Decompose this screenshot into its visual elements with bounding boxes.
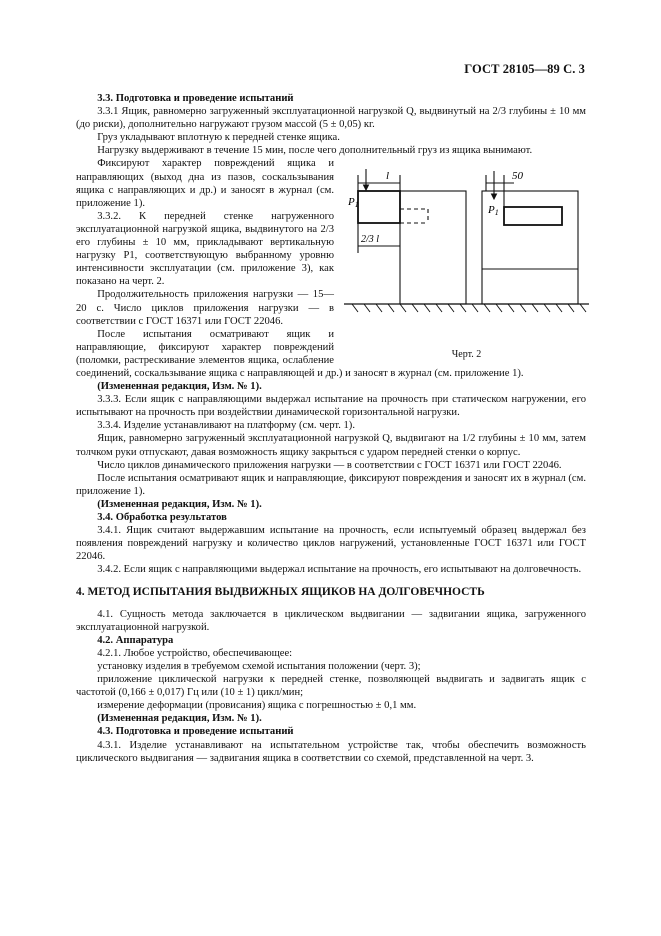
sections-3-3-to-4-3 — [76, 380, 586, 765]
section-heading: 4. МЕТОД ИСПЫТАНИЯ ВЫДВИЖНЫХ ЯЩИКОВ НА ДОЛГОВЕЧНОСТЬ — [76, 586, 485, 599]
subsection-heading: (Измененная редакция, Изм. № 1). — [97, 498, 262, 510]
subsection-heading: 4.3. Подготовка и проведение испытаний — [97, 726, 294, 738]
paragraph: После испытания осматривают ящик и направляющие, фиксируют повреждения и заносят их в журнал (см. приложение 1). — [76, 472, 586, 497]
label-l: l — [386, 170, 390, 183]
page-header: ГОСТ 28105—89 С. 3 — [464, 62, 585, 76]
figure-2 — [344, 161, 589, 361]
paragraph: 4.1. Сущность метода заключается в циклическом выдвигании — задвигании ящика, загруженного эксплуатационной нагрузкой. — [76, 608, 586, 633]
figure-2-caption: Черт. 2 — [451, 349, 482, 361]
subsection-heading: 3.4. Обработка результатов — [97, 512, 227, 523]
label-p1-left: P1 — [348, 196, 359, 210]
figure-wrap — [76, 157, 586, 380]
paragraph: 4.2.1. Любое устройство, обеспечивающее: — [97, 647, 293, 659]
floor-hatching — [352, 304, 586, 312]
paragraph: 3.4.2. Если ящик с направляющими выдержал испытание на прочность, его испытывают на долговечность. — [97, 564, 582, 576]
figure-2-drawing — [344, 161, 589, 346]
left-cabinet — [344, 175, 589, 304]
label-p1-right: P1 — [488, 204, 499, 218]
paragraph: измерение деформации (провисания) ящика с погрешностью ± 0,1 мм. — [97, 700, 417, 712]
subsection-heading: (Измененная редакция, Изм. № 1). — [97, 381, 262, 393]
label-50: 50 — [512, 170, 523, 183]
right-cabinet — [482, 175, 578, 304]
paragraph: Ящик, равномерно загруженный эксплуатационной нагрузкой Q, выдвигают на 1/2 глубины ± 10 мм, затем толчком руки отпускают, давая возможность ящику закрыться с ударом передней стенки о корпус. — [76, 433, 586, 458]
paragraph: Фиксируют характер повреждений ящика и направляющих (выход дна из пазов, соскальзывания ящика с направляющих и др.) и заносят в журнал (см. приложение 1). — [76, 158, 334, 209]
subsection-heading: (Измененная редакция, Изм. № 1). — [97, 713, 262, 725]
paragraph: 3.4.1. Ящик считают выдержавшим испытание на прочность, если испытуемый образец выдержал без появления повреждений нагрузку и количество циклов нагружений, установленные ГОСТ 16371 или ГОСТ 22046. — [76, 525, 586, 563]
paragraph: 3.3.4. Изделие устанавливают на платформу (см. черт. 1). — [97, 420, 355, 432]
subsection-heading: 3.3. Подготовка и проведение испытаний — [97, 93, 294, 104]
paragraph: После испытания осматривают ящик и направляющие, фиксируют характер повреждений (поломки, растрескивание элементов ящика, ослабление соединений, соскальзывание ящика с направляющей и др.) и заносят в журнал (см. приложение 1). — [76, 328, 524, 379]
label-2-3l: 2/3 l — [361, 234, 380, 246]
paragraph: Продолжительность приложения нагрузки — 15—20 с. Число циклов приложения нагрузки — в соответствии с ГОСТ 16371 или ГОСТ 22046. — [76, 289, 334, 327]
paragraph: 3.3.3. Если ящик с направляющими выдержал испытание на прочность при статическом нагружении, его испытывают на прочность при воздействии динамической горизонтальной нагрузки. — [76, 394, 586, 419]
paragraph: Число циклов динамического приложения нагрузки — в соответствии с ГОСТ 16371 или ГОСТ 22046. — [97, 459, 562, 471]
paragraph: установку изделия в требуемом схемой испытания положении (черт. 3); — [97, 660, 421, 672]
paragraph: 3.3.1 Ящик, равномерно загруженный эксплуатационной нагрузкой Q, выдвинутый на 2/3 глубины ± 10 мм (до риски), дополнительно нагружают грузом массой (5 ± 0,05) кг. — [76, 106, 586, 131]
document-body — [76, 92, 586, 765]
paragraph: 3.3.2. К передней стенке нагруженного эксплуатационной нагрузкой ящика, выдвинутого на 2/3 его глубины ± 10 мм, прикладывают вертикальную нагрузку P1, соответствующую выбранному уровню интенсивности эксплуатации (см. приложение 3), как показано на черт. 2. — [76, 210, 334, 288]
subsection-heading: 4.2. Аппаратура — [97, 634, 174, 646]
paragraph: приложение циклической нагрузки к передней стенке, позволяющей выдвигать и задвигать ящик с частотой (0,166 ± 0,017) Гц или (10 ± 1) цикл/мин; — [76, 674, 586, 699]
paragraph: Груз укладывают вплотную к передней стенке ящика. — [97, 132, 340, 144]
section-3-3-intro — [76, 92, 586, 157]
paragraph: Нагрузку выдерживают в течение 15 мин, после чего дополнительный груз из ящика вынимают. — [97, 145, 533, 157]
paragraph: 4.3.1. Изделие устанавливают на испытательном устройстве так, чтобы обеспечить возможность циклического выдвигания — задвигания ящика в соответствии со схемой, представленной на черт. 3. — [76, 739, 586, 764]
